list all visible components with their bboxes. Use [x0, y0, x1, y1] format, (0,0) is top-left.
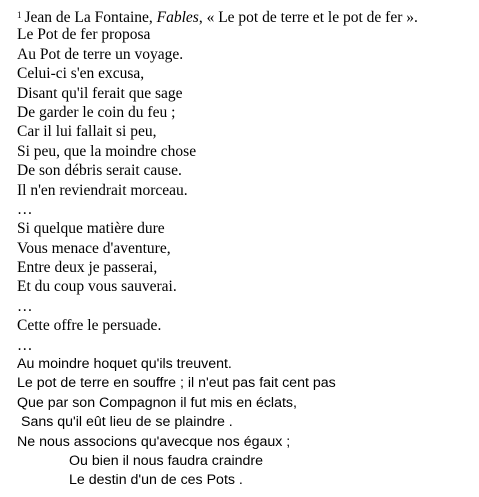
verse-line: Que par son Compagnon il fut mis en éclats,	[17, 394, 297, 411]
verse-line: Car il lui fallait si peu,	[17, 123, 157, 141]
verse-line: Le Pot de fer proposa	[17, 26, 151, 44]
fable-title: , « Le pot de terre et le pot de fer ».	[198, 9, 418, 26]
verse-line: Le pot de terre en souffre ; il n'eut pas fait cent pas	[17, 375, 336, 392]
verse-line: Ne nous associons qu'avecque nos égaux ;	[17, 433, 291, 450]
poem-excerpt	[17, 6, 475, 491]
verse-line: Sans qu'il eût lieu de se plaindre .	[21, 414, 233, 431]
ellipsis: …	[17, 297, 33, 315]
verse-line: Et du coup vous sauverai.	[17, 278, 177, 296]
verse-line: Disant qu'il ferait que sage	[17, 84, 183, 102]
ellipsis: …	[17, 336, 33, 354]
verse-line: Celui-ci s'en excusa,	[17, 65, 145, 83]
verse-line: De son débris serait cause.	[17, 162, 182, 180]
citation-header	[17, 6, 475, 25]
verse-line: De garder le coin du feu ;	[17, 103, 176, 121]
verse-line: Si quelque matière dure	[17, 220, 165, 238]
verse-line: Ou bien il nous faudra craindre	[69, 452, 264, 469]
verse-line: Le destin d'un de ces Pots .	[69, 472, 243, 489]
verse-line: Au moindre hoquet qu'ils treuvent.	[17, 356, 232, 373]
verse-line: Vous menace d'aventure,	[17, 239, 171, 257]
author: Jean de La Fontaine,	[24, 9, 157, 26]
verse-line: Il n'en reviendrait morceau.	[17, 181, 188, 199]
work-title: Fables	[156, 9, 199, 26]
verse-line: Si peu, que la moindre chose	[17, 142, 197, 160]
verse-line: Entre deux je passerai,	[17, 259, 158, 277]
ellipsis: …	[17, 200, 33, 218]
verse-line: Cette offre le persuade.	[17, 317, 162, 335]
footnote-number: 1	[17, 10, 22, 20]
verse-line: Au Pot de terre un voyage.	[17, 45, 184, 63]
